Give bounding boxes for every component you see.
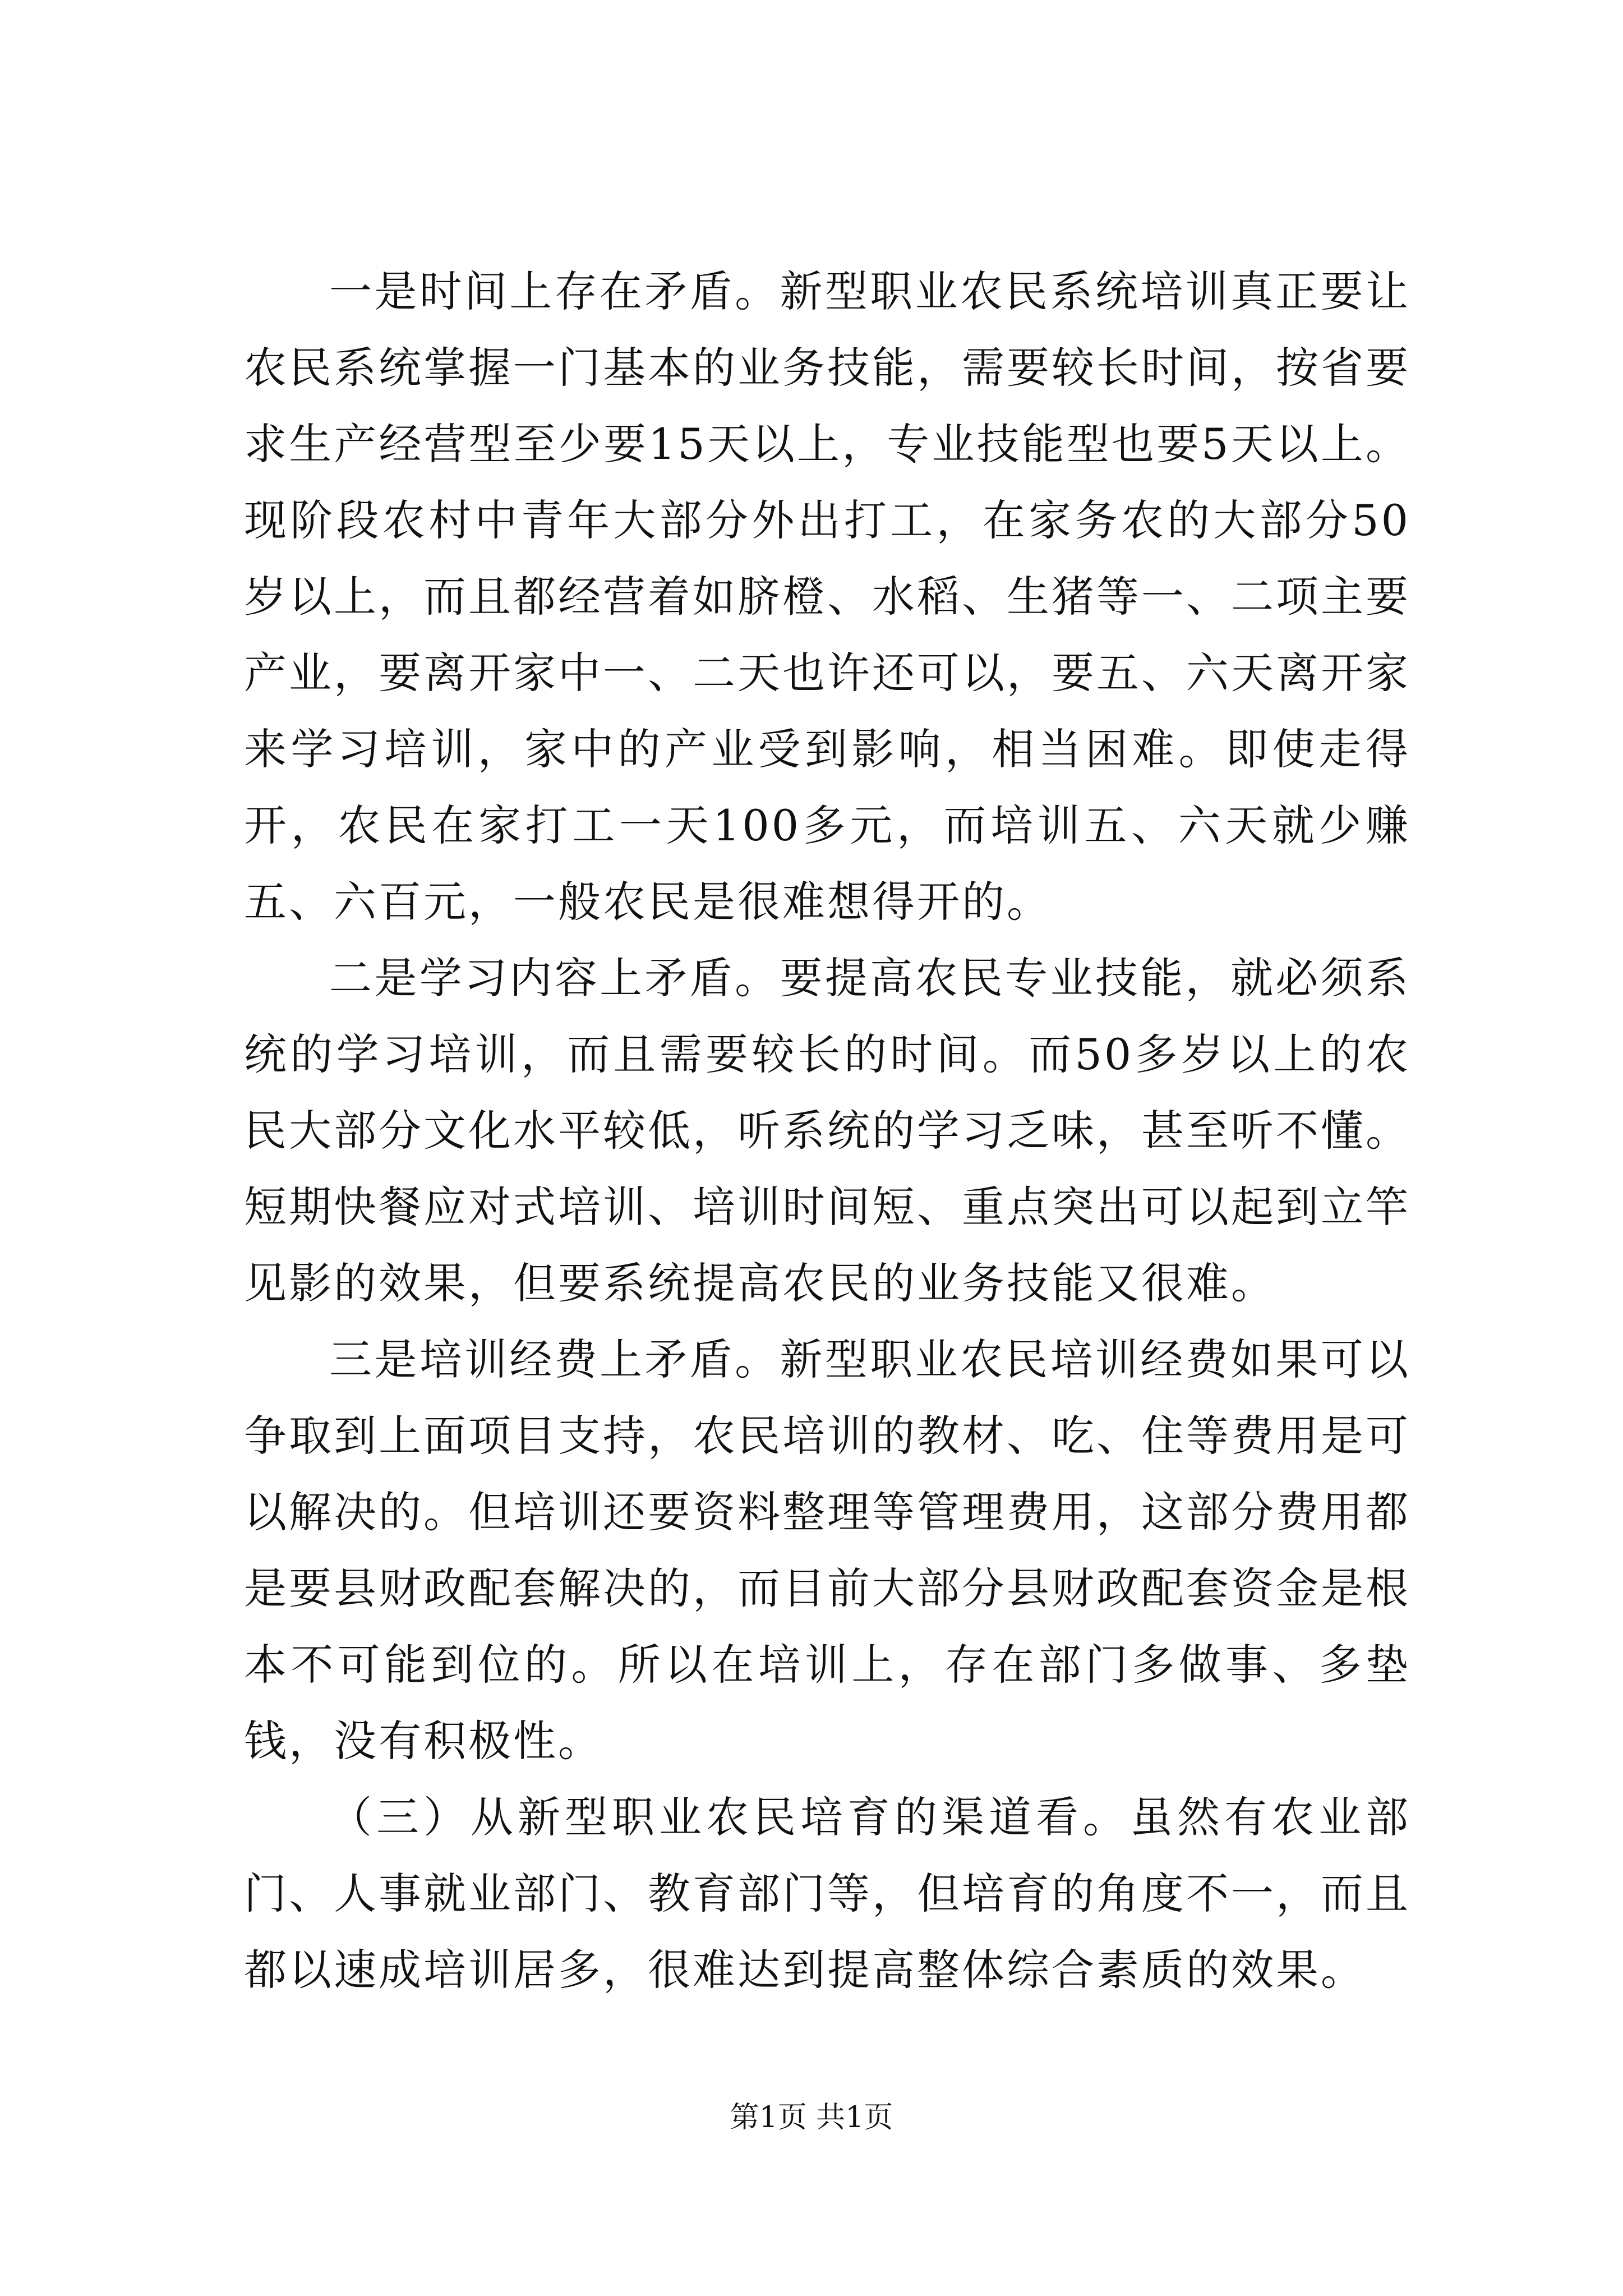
paragraph-content-conflict: 二是学习内容上矛盾。要提高农民专业技能，就必须系统的学习培训，而且需要较长的时间。而50多岁以上的农民大部分文化水平较低，听系统的学习乏味，甚至听不懂。短期快餐应对式培训、培训时间短、重点突出可以起到立竿见影的效果，但要系统提高农民的业务技能又很难。	[244, 953, 1410, 1308]
paragraph-funding-conflict: 三是培训经费上矛盾。新型职业农民培训经费如果可以争取到上面项目支持，农民培训的教材、吃、住等费用是可以解决的。但培训还要资料整理等管理费用，这部分费用都是要县财政配套解决的，而目前大部分县财政配套资金是根本不可能到位的。所以在培训上，存在部门多做事、多垫钱，没有积极性。	[244, 1335, 1410, 1766]
paragraph-training-channels: （三）从新型职业农民培育的渠道看。虽然有农业部门、人事就业部门、教育部门等，但培育的角度不一，而且都以速成培训居多，很难达到提高整体综合素质的效果。	[244, 1792, 1410, 1995]
page-footer: 第1页 共1页	[730, 2101, 893, 2134]
paragraph-time-conflict: 一是时间上存在矛盾。新型职业农民系统培训真正要让农民系统掌握一门基本的业务技能，需要较长时间，按省要求生产经营型至少要15天以上，专业技能型也要5天以上。现阶段农村中青年大部分外出打工，在家务农的大部分50岁以上，而且都经营着如脐橙、水稻、生猪等一、二项主要产业，要离开家中一、二天也许还可以，要五、六天离开家来学习培训，家中的产业受到影响，相当困难。即使走得开，农民在家打工一天100多元，而培训五、六天就少赚五、六百元，一般农民是很难想得开的。	[244, 266, 1410, 927]
document-body	[244, 254, 1410, 2008]
